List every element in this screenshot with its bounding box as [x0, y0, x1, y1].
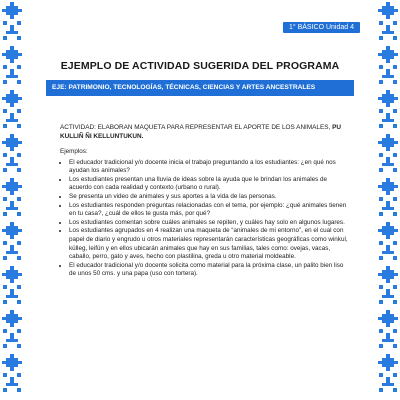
- list-item: • Los estudiantes agrupados en 4 realizan una maqueta de “animales de mi entorno”, en el cual con papel de diario y engrudo u otros materiales representarán características geográficas como winkul, külleg, leifün y en ellos ubicarán animales que hay en sus familias, tales como: ovejas, vacas, caballo, perro, gato y aves, hecho con plastilina, greda u otro material moldeable.: [69, 227, 350, 261]
- list-item: • Se presenta un video de animales y sus aportes a la vida de las personas.: [69, 193, 350, 202]
- page-title: EJEMPLO DE ACTIVIDAD SUGERIDA DEL PROGRAMA: [60, 60, 340, 72]
- activity-bold-text: PU KULLIÑ ÑI KELLUNTUKUN.: [60, 124, 341, 140]
- unit-tag: 1° BÁSICO Unidad 4: [283, 22, 360, 33]
- activity-label: ACTIVIDAD:: [60, 124, 96, 131]
- examples-section: [60, 148, 350, 279]
- list-item: • Los estudiantes responden preguntas relacionadas con el tema, por ejemplo: ¿qué animales tienen en tu casa?, ¿cuál de ellos te gusta más, por qué?: [69, 202, 350, 219]
- list-item: • El educador tradicional y/o docente solicita como material para la próxima clase, un palito bien liso de unos 50 cms. y una papa (uso con tortera).: [69, 262, 350, 279]
- examples-heading: Ejemplos:: [60, 148, 88, 155]
- activity-statement: [60, 123, 350, 141]
- axis-band: EJE: PATRIMONIO, TECNOLOGÍAS, TÉCNICAS, CIENCIAS Y ARTES ANCESTRALES: [46, 80, 354, 96]
- activity-text: ELABORAN MAQUETA PARA REPRESENTAR EL APORTE DE LOS ANIMALES,: [97, 124, 331, 131]
- examples-list: [60, 159, 350, 279]
- list-item: • Los estudiantes presentan una lluvia de ideas sobre la ayuda que le brindan los animales de acuerdo con cada realidad y contexto (urbano o rural).: [69, 176, 350, 193]
- list-item: • El educador tradicional y/o docente inicia el trabajo preguntando a los estudiantes: ¿en qué nos ayudan los animales?: [69, 159, 350, 176]
- list-item: • Los estudiantes comentan sobre cuáles animales se repiten, y cuáles hay solo en algunos lugares.: [69, 219, 350, 228]
